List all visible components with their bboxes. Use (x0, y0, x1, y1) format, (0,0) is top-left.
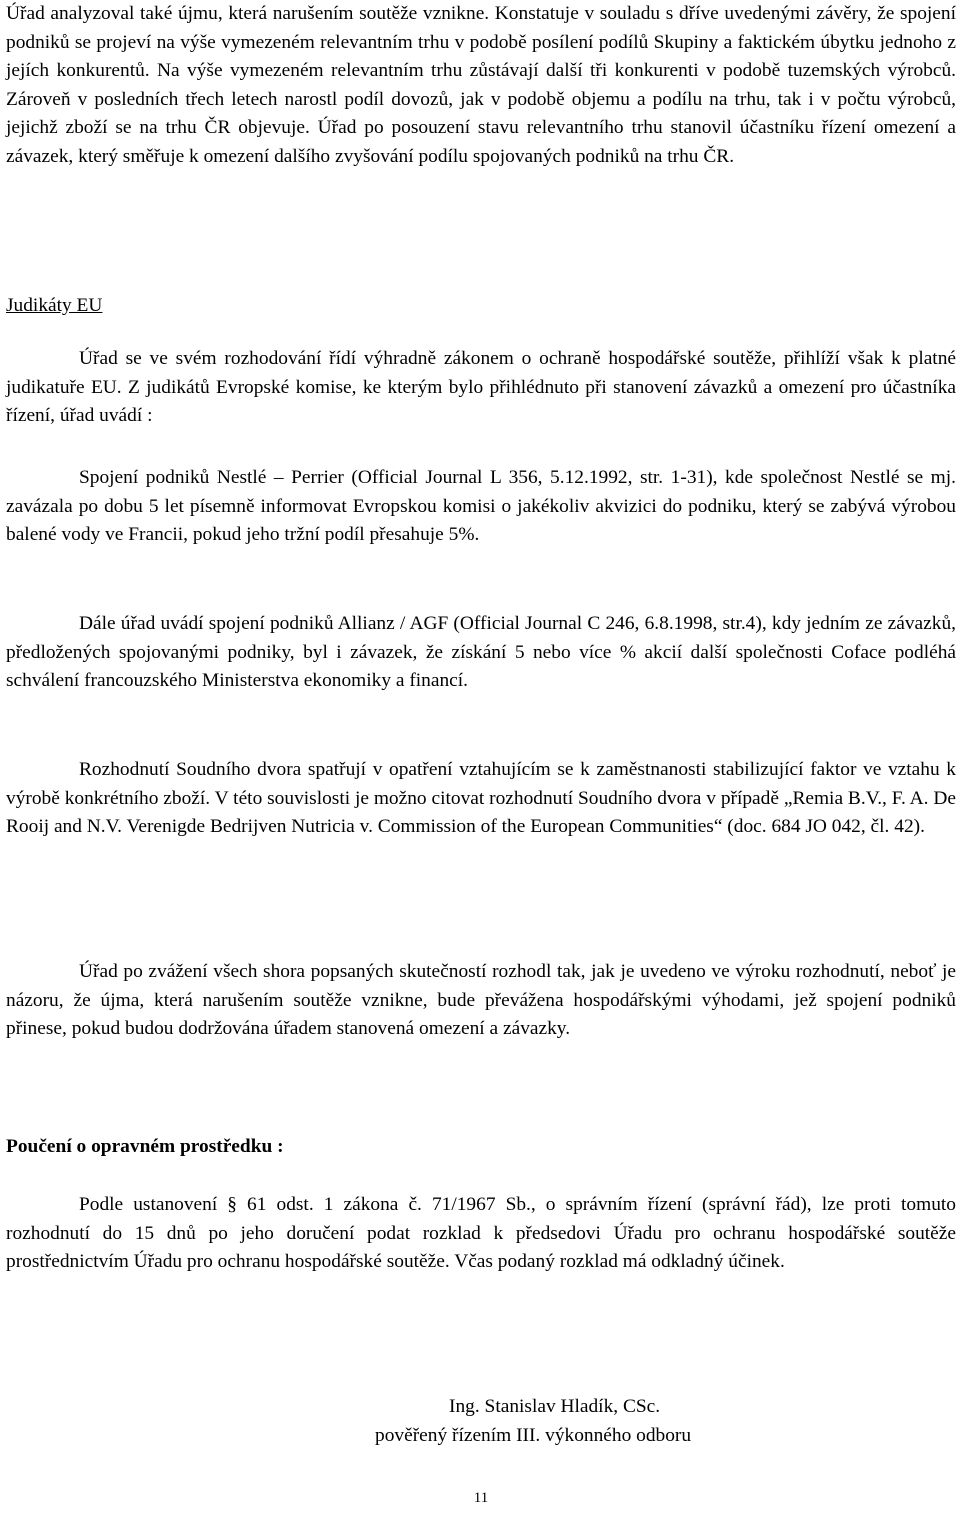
paragraph-appeal-text: Podle ustanovení § 61 odst. 1 zákona č. 71/1967 Sb., o správním řízení (správní řád), lze proti tomuto rozhodnutí do 15 dnů po jeho doručení podat rozklad k předsedovi Úřadu pro ochranu hospodářské soutěže prostřednictvím Úřadu pro ochranu hospodářské soutěže. Včas podaný rozklad má odkladný účinek. (6, 1194, 956, 1273)
paragraph-eu-case-law-intro: Úřad se ve svém rozhodování řídí výhradně zákonem o ochraně hospodářské soutěže, přihlíží však k platné judikatuře EU. Z judikátů Evropské komise, ke kterým bylo přihlédnuto při stanovení závazků a omezení pro účastníka řízení, úřad uvádí : (6, 348, 956, 427)
paragraph-court-decisions: Rozhodnutí Soudního dvora spatřují v opatření vztahujícím se k zaměstnanosti stabilizující faktor ve vztahu k výrobě konkrétního zboží. V této souvislosti je možno citovat rozhodnutí Soudního dvora v případě „Remia B.V., F. A. De Rooij and N.V. Verenigde Bedrijven Nutricia v. Commission of the European Communities“ (doc. 684 JO 042, čl. 42). (6, 759, 956, 838)
signature-title: pověřený řízením III. výkonného odboru (375, 1425, 692, 1446)
signature-name: Ing. Stanislav Hladík, CSc. (449, 1396, 661, 1417)
heading-appeal-instructions: Poučení o opravném prostředku : (6, 1136, 284, 1157)
paragraph-harm-analysis: Úřad analyzoval také újmu, která narušením soutěže vznikne. Konstatuje v souladu s dříve uvedenými závěry, že spojení podniků se projeví na výše vymezeném relevantním trhu v podobě posílení podílů Skupiny a faktickém úbytku jednoho z jejích konkurentů. Na výše vymezeném relevantním trhu zůstávají další tři konkurenti v podobě tuzemských výrobců. Zároveň v posledních třech letech narostl podíl dovozů, jak v podobě objemu a podílu na trhu, tak i v počtu výrobců, jejichž zboží se na trhu ČR objevuje. Úřad po posouzení stavu relevantního trhu stanovil účastníku řízení omezení a závazek, který směřuje k omezení dalšího zvyšování podílu spojovaných podniků na trhu ČR. (6, 3, 956, 167)
paragraph-nestle-perrier: Spojení podniků Nestlé – Perrier (Official Journal L 356, 5.12.1992, str. 1-31), kde společnost Nestlé se mj. zavázala po dobu 5 let písemně informovat Evropskou komisi o jakékoliv akvizici do podniku, který se zabývá výrobou balené vody ve Francii, pokud jeho tržní podíl přesahuje 5%. (6, 467, 956, 546)
heading-eu-case-law: Judikáty EU (6, 295, 103, 316)
page-number: 11 (473, 1490, 489, 1506)
paragraph-conclusion: Úřad po zvážení všech shora popsaných skutečností rozhodl tak, jak je uvedeno ve výroku rozhodnutí, neboť je názoru, že újma, která narušením soutěže vznikne, bude převážena hospodářskými výhodami, jež spojení podniků přinese, pokud budou dodržována úřadem stanovená omezení a závazky. (6, 961, 956, 1040)
paragraph-allianz-agf: Dále úřad uvádí spojení podniků Allianz / AGF (Official Journal C 246, 6.8.1998, str.4), kdy jedním ze závazků, předložených spojovanými podniky, byl i závazek, že získání 5 nebo více % akcií další společnosti Coface podléhá schválení francouzského Ministerstva ekonomiky a financí. (6, 613, 956, 692)
